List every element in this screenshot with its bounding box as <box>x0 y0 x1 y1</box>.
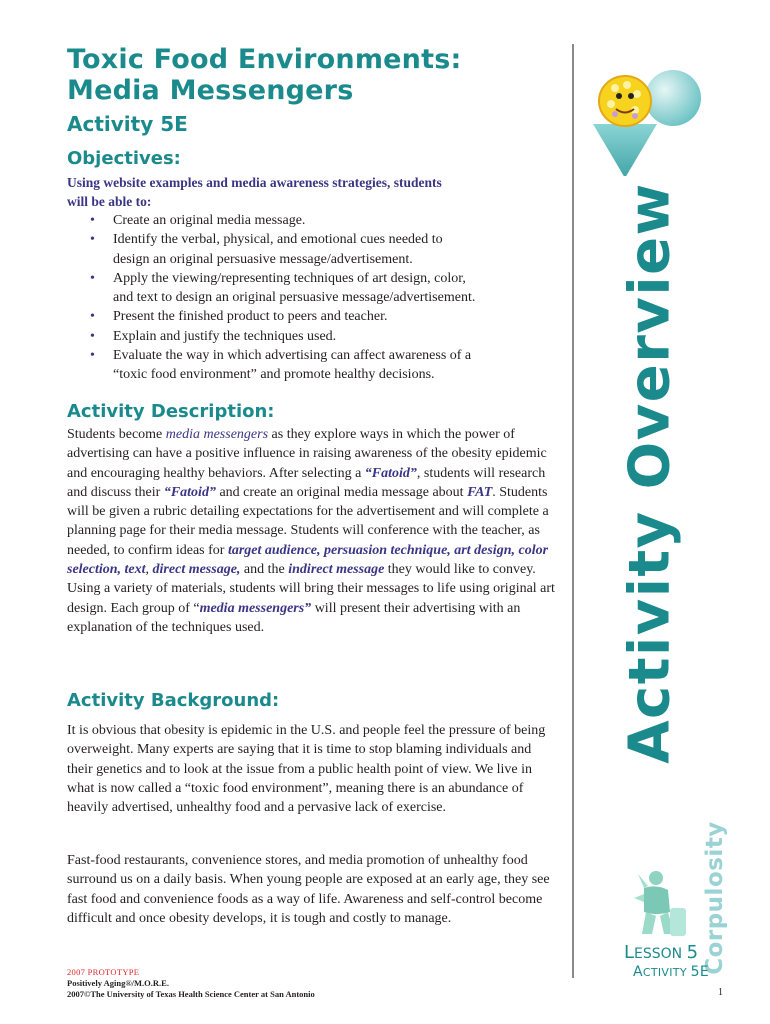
corpulosity-brand: Corpulosity <box>702 820 728 975</box>
description-text: and create an original media message about <box>215 484 468 500</box>
page-number: 1 <box>718 987 723 998</box>
description-emphasis: media messengers <box>165 427 269 442</box>
description-heading: Activity Description: <box>67 401 275 422</box>
bullet-icon: • <box>90 213 95 228</box>
objective-text: Explain and justify the techniques used. <box>113 328 337 344</box>
activity-number: 5E <box>690 964 709 980</box>
description-text: Students become <box>67 427 166 442</box>
bullet-icon: • <box>90 309 95 325</box>
description-text: , students will research and discuss their <box>67 465 546 500</box>
objective-item <box>90 269 560 308</box>
document-header <box>67 44 547 137</box>
title-line-2: Media Messengers <box>67 75 354 106</box>
activity-overview-vertical-title: Activity Overview <box>617 181 683 764</box>
activity-label: ACTIVITY 5E <box>633 964 709 980</box>
description-emphasis: media messengers” <box>199 600 312 616</box>
footer-copyright: 2007©The University of Texas Health Science Center at San Antonio <box>67 989 315 999</box>
description-paragraph <box>67 425 557 637</box>
objectives-heading: Objectives: <box>67 148 181 169</box>
objective-text: “toxic food environment” and promote healthy decisions. <box>113 367 435 383</box>
objectives-intro-line-1: Using website examples and media awareness strategies, students <box>67 175 442 190</box>
objective-text: design an original persuasive message/advertisement. <box>113 251 413 267</box>
description-emphasis: FAT <box>467 484 493 500</box>
objective-item <box>90 346 560 385</box>
lesson-label: LESSON 5 <box>624 942 699 963</box>
description-text: , <box>145 562 153 578</box>
description-text: will present their advertising with an explanation of the techniques used. <box>67 600 521 635</box>
bullet-icon: • <box>90 328 95 344</box>
description-emphasis: direct message, <box>152 562 241 578</box>
objective-text: Identify the verbal, physical, and emotional cues needed to <box>113 232 443 248</box>
description-text: . Students will be given a rubric detailing expectations for the advertisement and will complete a planning page for their media message. Students will conference with the teacher, as needed, to confirm ideas for <box>67 484 549 558</box>
bullet-icon: • <box>90 270 95 286</box>
bullet-icon: • <box>90 348 95 364</box>
background-paragraph-1: It is obvious that obesity is epidemic in the U.S. and people feel the pressure of being overweight. Many experts are saying that it is time to stop blaming individuals and their genetics and to look at the issue from a public health point of view. We live in what is now called a “toxic food environment”, meaning there is an abundance of heavily advertised, unhealthy food and a pervasive lack of exercise. <box>67 723 546 816</box>
description-text: and the <box>240 562 289 578</box>
corpulosity-mascot-icon <box>585 56 705 176</box>
lesson-number: 5 <box>686 942 699 963</box>
child-figure-icon <box>630 868 692 940</box>
objective-text: Evaluate the way in which advertising can affect awareness of a <box>113 348 472 364</box>
background-heading: Activity Background: <box>67 690 280 711</box>
description-text: as they explore ways in which the power of advertising can have a positive influence in raising awareness of the obesity epidemic and encouraging healthy behaviors. After selecting a <box>67 427 547 481</box>
objective-text: Present the finished product to peers and teacher. <box>113 309 388 325</box>
objective-item <box>90 211 560 230</box>
objective-item <box>90 230 560 269</box>
footer-organization: Positively Aging®/M.O.R.E. <box>67 978 169 988</box>
title-line-1: Toxic Food Environments: <box>67 44 462 75</box>
objective-item <box>90 327 560 346</box>
description-text: they would like to convey. Using a variety of materials, students will bring their messages to life using original art design. Each group of “ <box>67 562 555 616</box>
objective-item <box>90 307 560 326</box>
activity-subtitle: Activity 5E <box>67 112 188 136</box>
objective-text: and text to design an original persuasive message/advertisement. <box>113 290 476 306</box>
objectives-intro-line-2: will be able to: <box>67 194 152 210</box>
column-divider <box>572 44 574 978</box>
objective-text: Apply the viewing/representing techniques of art design, color, <box>113 270 466 286</box>
objective-text: Create an original media message. <box>113 213 306 228</box>
description-emphasis: “Fatoid” <box>163 484 216 500</box>
description-emphasis: indirect message <box>288 562 385 578</box>
objectives-intro <box>67 173 537 212</box>
description-emphasis: “Fatoid” <box>364 465 417 481</box>
bullet-icon: • <box>90 232 95 248</box>
background-paragraph-2: Fast-food restaurants, convenience stores, and media promotion of unhealthy food surround us on a daily basis. When young people are exposed at an early age, they see fast food and convenience foods as a way of life. Awareness and self-control become difficult and once obesity develops, it is tough and costly to manage. <box>67 853 550 926</box>
description-emphasis: target audience, persuasion technique, art design, color selection, text <box>67 542 549 578</box>
objectives-list <box>90 211 560 385</box>
prototype-label: 2007 PROTOTYPE <box>67 967 140 977</box>
